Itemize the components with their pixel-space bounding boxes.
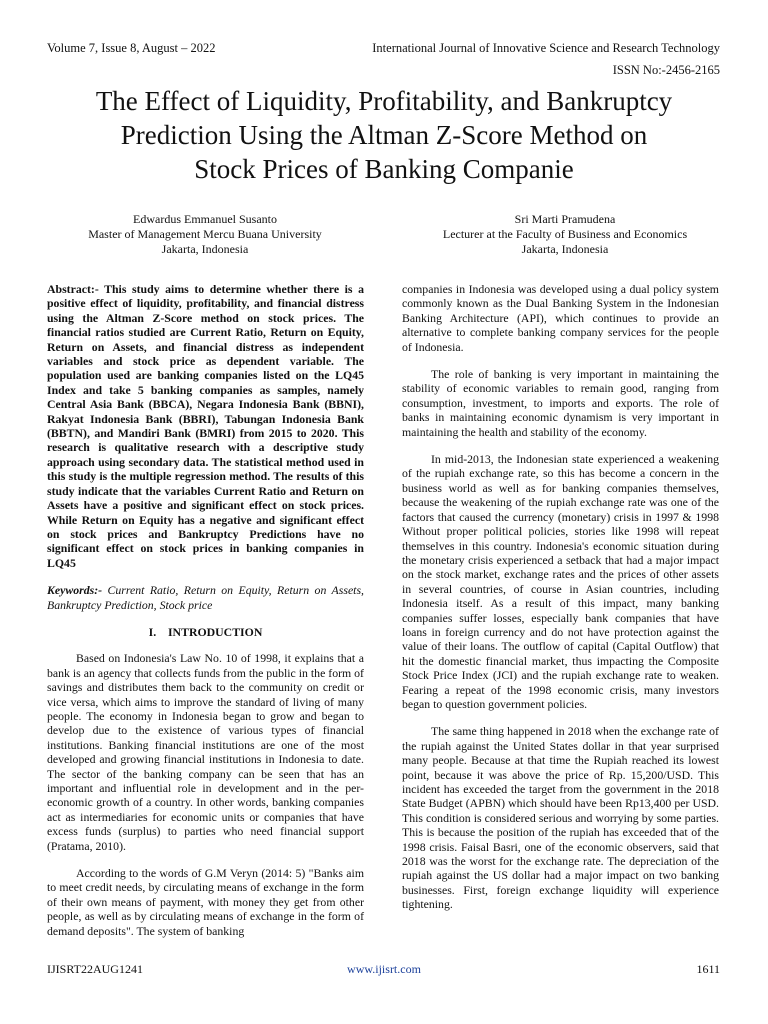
- body-paragraph: Based on Indonesia's Law No. 10 of 1998, it explains that a bank is an agency that collects funds from the public in the form of savings and distributes them back to the community on credit or vice versa, which aims to improve the standard of living of many people. The economy in Indonesia began to grow and began to develop due to the existence of various types of financial institutions. Banking financial institutions are one of the most developed and growing financial institutions in Indonesia to date. The sector of the banking company can be seen that has an important and influential role in development and in the per-economic growth of a country. In other words, banking companies act as intermediaries for economic units or companies that have excess funds (surplus) to parties who need financial support (Pratama, 2010).: [47, 651, 364, 853]
- footer-page-number: 1611: [696, 962, 720, 976]
- keywords: [47, 583, 364, 612]
- author-location: Jakarta, Indonesia: [521, 242, 609, 256]
- section-heading: I. INTRODUCTION: [148, 624, 263, 639]
- title-line: Stock Prices of Banking Companie: [194, 154, 574, 184]
- author-name: Sri Marti Pramudena: [514, 212, 616, 226]
- body-paragraph: companies in Indonesia was developed using a dual policy system commonly known as the Dual Banking System in the Indonesian Banking Architecture (API), which continues to provide an alternative to complete banking company services for the people of Indonesia.: [402, 282, 719, 354]
- paper-title: [30, 84, 738, 186]
- header-issn: ISSN No:-2456-2165: [612, 63, 720, 77]
- author-location: Jakarta, Indonesia: [161, 242, 249, 256]
- keywords-text: Current Ratio, Return on Equity, Return on Assets, Bankruptcy Prediction, Stock price: [47, 583, 364, 612]
- author-block: [40, 212, 370, 257]
- abstract: Abstract:- This study aims to determine whether there is a positive effect of liquidity, profitability, and financial distress using the Altman Z-Score method on stock prices. The financial ratios studied are Current Ratio, Return on Equity, Return on Assets, and financial distress as independent variables and stock price as dependent variable. The population used are banking companies listed on the LQ45 Index and take 5 banking companies as samples, namely Central Asia Bank (BBCA), Negara Indonesia Bank (BBNI), Rakyat Indonesia Bank (BBRI), Tabungan Indonesia Bank (BBTN), and Mandiri Bank (BMRI) from 2015 to 2020. This research is qualitative research with a descriptive study approach using secondary data. The statistical method used in this study is the multiple regression method. The results of this study indicate that the variables Current Ratio and Return on Assets have a positive and significant effect on stock prices. While Return on Equity has a negative and significant effect on stock prices and Bankruptcy Predictions have no significant effect on stock prices in banking companies in LQ45: [47, 282, 364, 570]
- author-affiliation: Lecturer at the Faculty of Business and Economics: [442, 227, 688, 241]
- author-name: Edwardus Emmanuel Susanto: [133, 212, 277, 226]
- right-column: [402, 282, 719, 925]
- footer-paper-code: IJISRT22AUG1241: [47, 962, 143, 976]
- left-column: [47, 282, 364, 951]
- title-line: The Effect of Liquidity, Profitability, and Bankruptcy: [95, 86, 673, 116]
- header-volume: Volume 7, Issue 8, August – 2022: [47, 41, 216, 55]
- title-line: Prediction Using the Altman Z-Score Method on: [120, 120, 648, 150]
- body-paragraph: According to the words of G.M Veryn (2014: 5) "Banks aim to meet credit needs, by circulating means of exchange in the form of their own means of payment, with money they get from other people, as well as by circulating means of exchange in the form of demand deposits". The system of banking: [47, 866, 364, 938]
- footer-website-link[interactable]: www.ijisrt.com: [347, 962, 421, 976]
- author-affiliation: Master of Management Mercu Buana University: [88, 227, 322, 241]
- author-block: [395, 212, 735, 257]
- body-paragraph: The same thing happened in 2018 when the exchange rate of the rupiah against the United States dollar in that year surprised many people. Because at that time the Rupiah reached its lowest point, because it was above the price of Rp. 15,200/USD. This incident has exceeded the target from the government in the 2018 State Budget (APBN) which should have been Rp13,400 per USD. This condition is considered serious and worrying by some parties. This is because the position of the rupiah has exceeded that of the 1998 crisis. Faisal Basri, one of the economic observers, said that 2018 was the worst for the exchange rate. The depreciation of the rupiah against the US dollar had a major impact on two banking businesses. First, foreign exchange liquidity will experience tightening.: [402, 724, 719, 912]
- keywords-label: Keywords:-: [47, 583, 103, 598]
- body-paragraph: In mid-2013, the Indonesian state experienced a weakening of the rupiah exchange rate, so this has become a concern in the business world as well as for banking companies themselves, because the weakening of the rupiah exchange rate was one of the factors that caused the currency (monetary) crisis in 1997 & 1998 Without proper political policies, stories like 1998 will repeat themselves in this country. Indonesia's economic situation during the monetary crisis experienced a setback that had a major impact on the stock market, exchange rates and the prices of other assets in several countries, of course in Asian countries, including Indonesia itself. As a result of this impact, many banking companies suffer losses, especially bank companies that have loans in foreign currency and do not have protection against the value of their loans. The outflow of capital (Capital Outflow) that hit the domestic financial market, thus impacting the Composite Stock Price Index (JCI) and the rupiah exchange rate to weaken. Fearing a repeat of the 1998 economic crisis, many investors began to question government policies.: [402, 452, 719, 711]
- body-paragraph: The role of banking is very important in maintaining the stability of economic variables to remain good, ranging from consumption, investment, to imports and exports. The role of banks in maintaining economic dynamism is very important in maintaining the health and stability of the economy.: [402, 367, 719, 439]
- header-journal-name: International Journal of Innovative Science and Research Technology: [372, 41, 720, 55]
